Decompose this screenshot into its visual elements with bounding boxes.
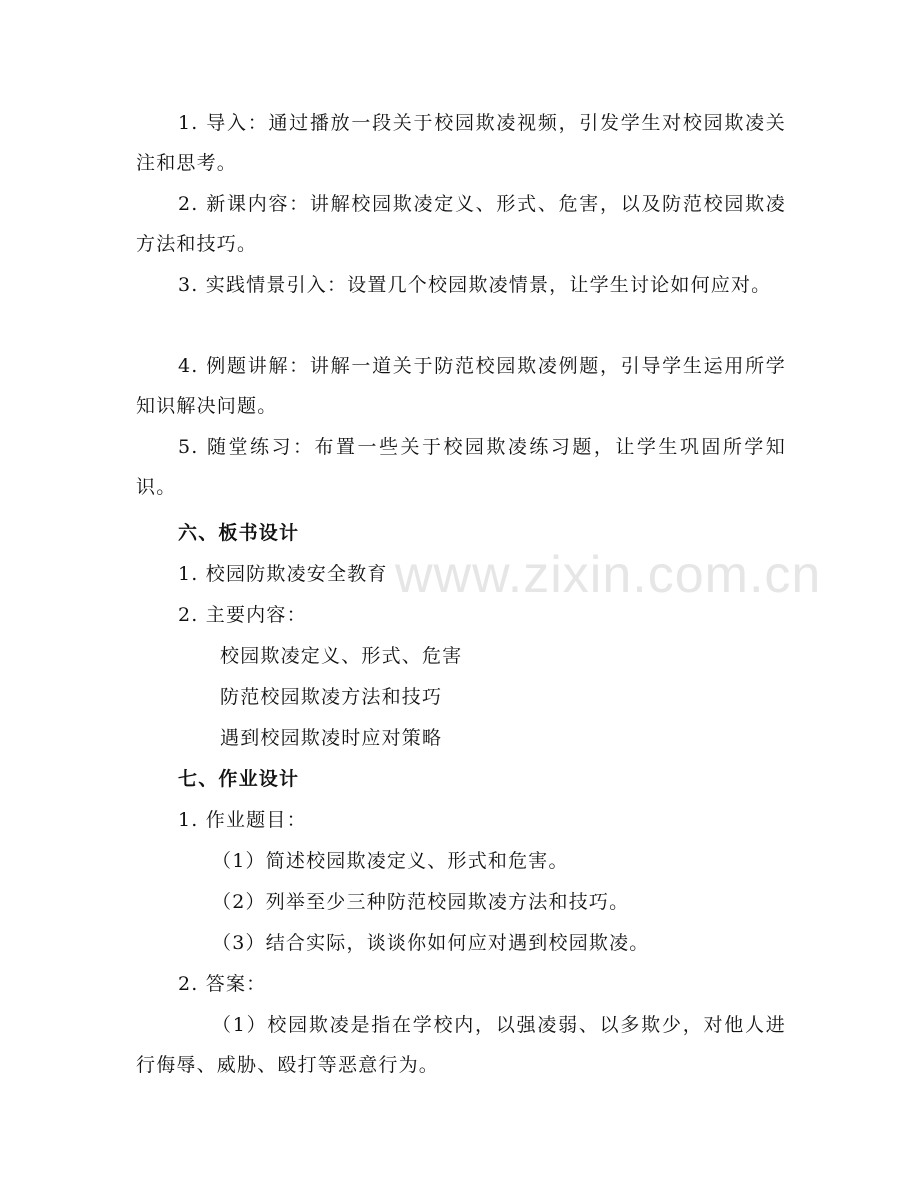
board-sub-item: 遇到校园欺凌时应对策略 bbox=[220, 727, 443, 749]
board-sub-item: 防范校园欺凌方法和技巧 bbox=[220, 686, 443, 708]
homework-question: （3）结合实际，谈谈你如何应对遇到校园欺凌。 bbox=[212, 932, 650, 954]
watermark: www.zixin.com.cn bbox=[395, 546, 822, 604]
homework-item-answers: 2. 答案： bbox=[178, 973, 267, 995]
step-exercise: 5. 随堂练习：布置一些关于校园欺凌练习题，让学生巩固所学知识。 bbox=[136, 436, 786, 498]
board-sub-item: 校园欺凌定义、形式、危害 bbox=[220, 645, 463, 667]
homework-answer: （1）校园欺凌是指在学校内，以强凌弱、以多欺少，对他人进行侮辱、威胁、殴打等恶意行为。 bbox=[136, 1014, 786, 1076]
board-item-main-content: 2. 主要内容： bbox=[178, 604, 307, 626]
step-practice-scenario: 3. 实践情景引入：设置几个校园欺凌情景，让学生讨论如何应对。 bbox=[178, 274, 772, 296]
section-heading-homework-design: 七、作业设计 bbox=[178, 768, 300, 790]
section-heading-board-design: 六、板书设计 bbox=[178, 522, 300, 544]
board-item-title: 1. 校园防欺凌安全教育 bbox=[178, 563, 388, 585]
homework-question: （1）简述校园欺凌定义、形式和危害。 bbox=[212, 850, 569, 872]
homework-question: （2）列举至少三种防范校园欺凌方法和技巧。 bbox=[212, 891, 630, 913]
homework-item-questions: 1. 作业题目： bbox=[178, 809, 307, 831]
step-new-content: 2. 新课内容：讲解校园欺凌定义、形式、危害，以及防范校园欺凌方法和技巧。 bbox=[136, 193, 786, 255]
step-intro: 1. 导入：通过播放一段关于校园欺凌视频，引发学生对校园欺凌关注和思考。 bbox=[136, 112, 786, 174]
step-example: 4. 例题讲解：讲解一道关于防范校园欺凌例题，引导学生运用所学知识解决问题。 bbox=[136, 355, 786, 417]
